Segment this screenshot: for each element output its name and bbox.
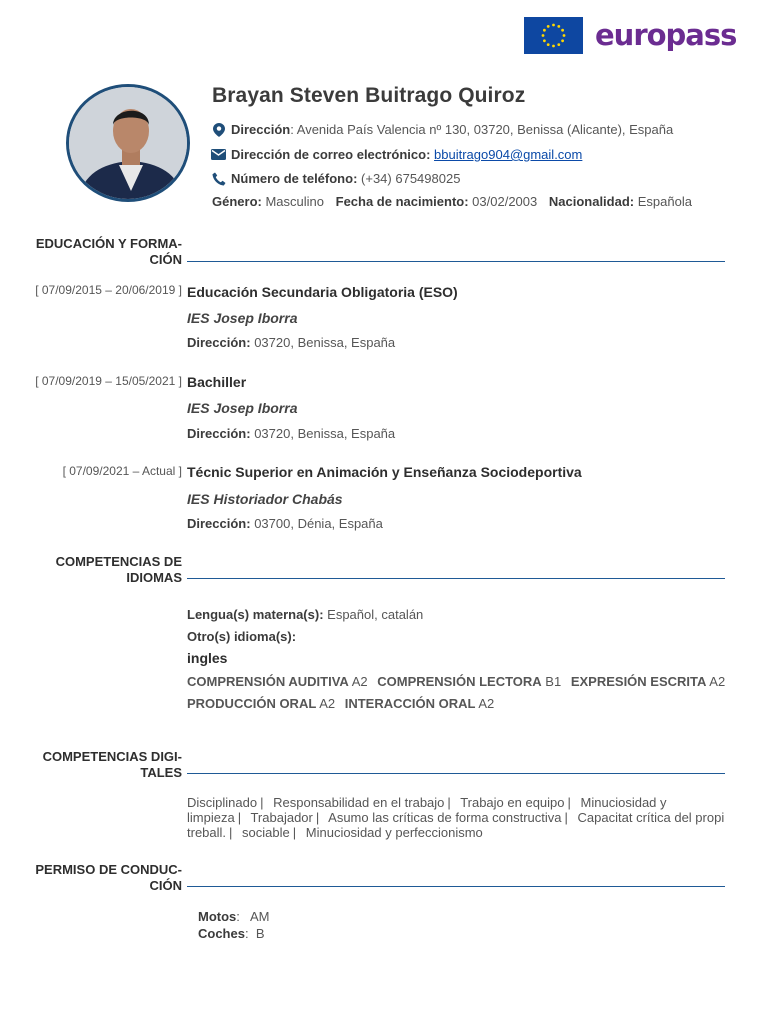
education-dates: [ 07/09/2015 – 20/06/2019 ]: [35, 283, 182, 297]
email-link[interactable]: bbuitrago904@gmail.com: [434, 147, 583, 162]
education-dates: [ 07/09/2021 – Actual ]: [62, 464, 182, 478]
education-institution: IES Historiador Chabás: [187, 491, 343, 507]
email-label: Dirección de correo electrónico:: [231, 147, 431, 162]
gender-label: Género:: [212, 194, 262, 209]
language-name: ingles: [187, 650, 228, 666]
skill-item: Minuciosidad y perfeccionismo: [305, 825, 483, 840]
phone-value: (+34) 675498025: [361, 171, 461, 186]
driving-item: Motos: AM: [198, 909, 270, 924]
gender-value: Masculino: [265, 194, 324, 209]
person-name: Brayan Steven Buitrago Quiroz: [212, 84, 526, 107]
mother-tongue-line: Lengua(s) materna(s): Español, catalán: [187, 607, 424, 622]
email-icon: [210, 148, 227, 162]
skill-item: sociable: [242, 825, 290, 840]
digital-divider: [187, 773, 725, 774]
level-label: COMPRENSIÓN LECTORA: [377, 674, 542, 689]
languages-section-title: COMPETENCIAS DE IDIOMAS: [55, 554, 182, 585]
driving-divider: [187, 886, 725, 887]
personal-details-line: [212, 194, 692, 209]
address-line: [210, 122, 673, 137]
level-label: PRODUCCIÓN ORAL: [187, 696, 317, 711]
education-title: Técnic Superior en Animación y Enseñanza Sociodeportiva: [187, 464, 582, 480]
education-address: Dirección: 03720, Benissa, España: [187, 426, 396, 441]
level-value: A2: [709, 674, 726, 689]
education-divider: [187, 261, 725, 262]
driving-section-title: PERMISO DE CONDUC- CIÓN: [35, 862, 182, 893]
language-levels-row: [187, 674, 731, 689]
languages-divider: [187, 578, 725, 579]
education-title: Educación Secundaria Obligatoria (ESO): [187, 284, 458, 300]
level-label: INTERACCIÓN ORAL: [344, 696, 476, 711]
education-title: Bachiller: [187, 374, 247, 390]
nationality-label: Nacionalidad:: [548, 194, 635, 209]
profile-photo: [66, 84, 190, 202]
europass-wordmark: europass: [595, 17, 737, 52]
education-institution: IES Josep Iborra: [187, 400, 298, 416]
birth-value: 03/02/2003: [472, 194, 538, 209]
phone-label: Número de teléfono:: [231, 171, 358, 186]
skill-item: Trabajador: [250, 810, 313, 825]
nationality-value: Española: [637, 194, 692, 209]
education-institution: IES Josep Iborra: [187, 310, 298, 326]
education-section-title: EDUCACIÓN Y FORMA- CIÓN: [35, 236, 182, 267]
level-label: COMPRENSIÓN AUDITIVA: [187, 674, 349, 689]
skill-item: Minuciosidad y limpieza: [187, 795, 667, 825]
skill-item: Asumo las críticas de forma constructiva: [328, 810, 562, 825]
level-value: A2: [478, 696, 495, 711]
phone-icon: [210, 172, 227, 186]
level-value: A2: [319, 696, 336, 711]
skill-item: Capacitat crítica del propi treball.: [187, 810, 725, 840]
education-dates: [ 07/09/2019 – 15/05/2021 ]: [35, 374, 182, 388]
address-value: : Avenida País Valencia nº 130, 03720, Benissa (Alicante), España: [290, 122, 674, 137]
education-address: Dirección: 03700, Dénia, España: [187, 516, 383, 531]
level-value: A2: [351, 674, 368, 689]
skill-item: Responsabilidad en el trabajo: [273, 795, 445, 810]
address-label: Dirección: [231, 122, 291, 137]
digital-skills-list: Disciplinado | Responsabilidad en el trabajo | Trabajo en equipo | Minuciosidad y limpieza | Trabajador | Asumo las críticas de forma constructiva | Capacitat crítica del propi treball. | sociable | Minuciosidad y perfeccionismo: [187, 795, 725, 840]
skill-item: Trabajo en equipo: [460, 795, 565, 810]
language-levels-row: [187, 696, 500, 711]
other-languages-label: Otro(s) idioma(s):: [187, 629, 297, 644]
digital-section-title: COMPETENCIAS DIGI- TALES: [42, 749, 182, 780]
level-value: B1: [545, 674, 562, 689]
skill-item: Disciplinado: [187, 795, 258, 810]
birth-label: Fecha de nacimiento:: [335, 194, 469, 209]
level-label: EXPRESIÓN ESCRITA: [570, 674, 707, 689]
email-line: [210, 147, 582, 162]
location-icon: [210, 123, 227, 137]
phone-line: [210, 171, 460, 186]
education-address: Dirección: 03720, Benissa, España: [187, 335, 396, 350]
eu-flag-icon: [524, 17, 583, 54]
europass-logo: [524, 16, 736, 54]
driving-item: Coches: B: [198, 926, 265, 941]
